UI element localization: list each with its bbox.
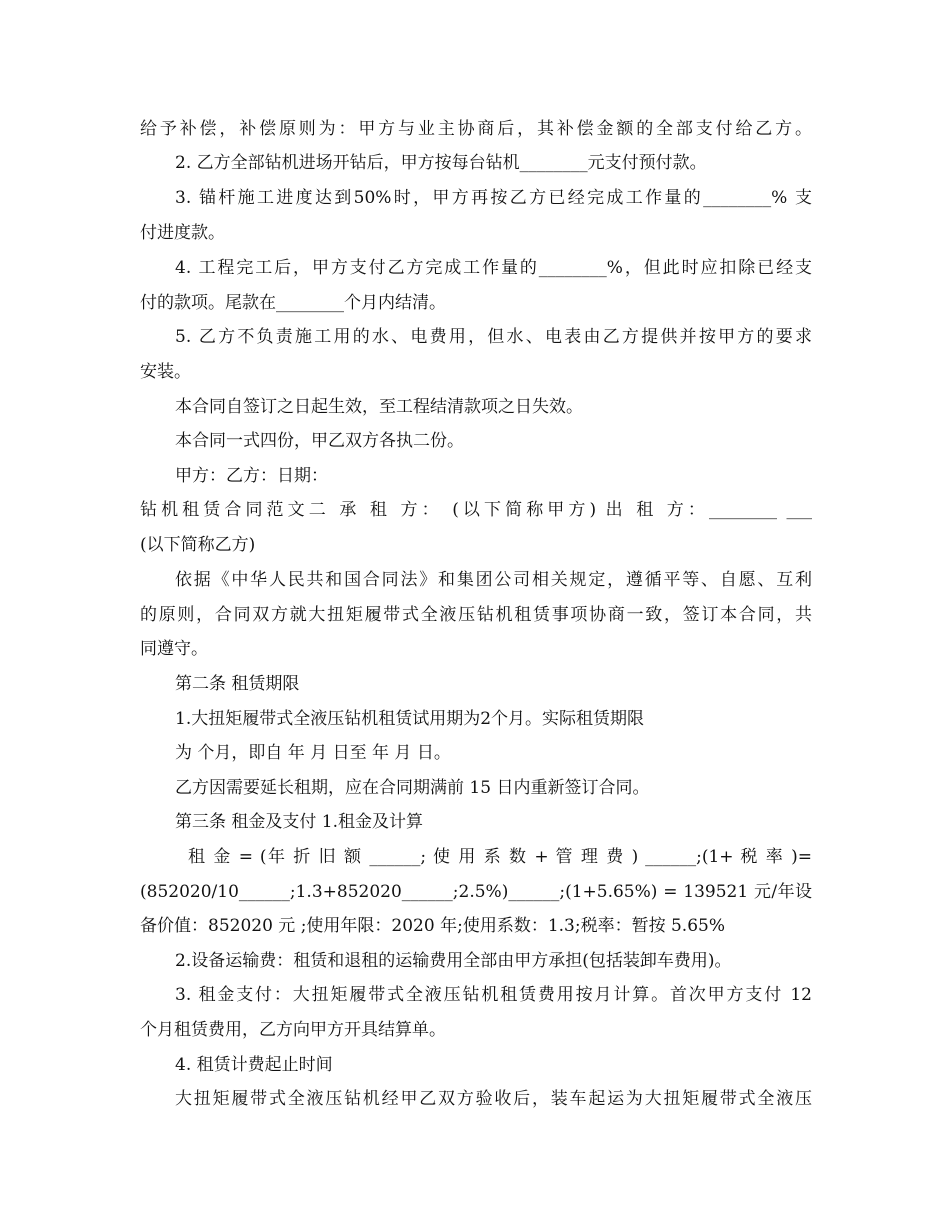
text-line: 3. 锚杆施工进度达到50%时，甲方再按乙方已经完成工作量的________% 支: [175, 188, 812, 208]
text-line: 个月租赁费用，乙方向甲方开具结算单。: [140, 1020, 446, 1040]
text-line: 付进度款。: [140, 223, 225, 243]
text-line: 依据《中华人民共和国合同法》和集团公司相关规定，遵循平等、自愿、互利: [175, 570, 812, 590]
text-line: 本合同一式四份，甲乙双方各执二份。: [175, 431, 464, 451]
text-line: 给予补偿，补偿原则为：甲方与业主协商后，其补偿金额的全部支付给乙方。: [140, 119, 812, 139]
section-title-line: 钻机租赁合同范文二 承 租 方： (以下简称甲方) 出 租 方：________ ___: [140, 500, 812, 520]
text-line: 乙方因需要延长租期，应在合同期满前 15 日内重新签订合同。: [175, 778, 650, 798]
text-line: 付的款项。尾款在________个月内结清。: [140, 293, 446, 313]
text-line: 2.设备运输费：租赁和退租的运输费用全部由甲方承担(包括装卸车费用)。: [175, 951, 732, 971]
formula-line: 租 金 = (年 折 旧 额 ______; 使 用 系 数 + 管 理 费 ) ______;(1+ 税 率 )=: [188, 847, 812, 867]
text-line: 甲方：乙方：日期：: [175, 466, 328, 486]
text-line: 5. 乙方不负责施工用的水、电费用，但水、电表由乙方提供并按甲方的要求: [175, 327, 812, 347]
formula-line: (852020/10______;1.3+852020______;2.5%)______;(1+5.65%) = 139521 元/年设: [140, 882, 812, 902]
text-line: 1.大扭矩履带式全液压钻机租赁试用期为2个月。实际租赁期限: [175, 709, 645, 729]
text-line: 大扭矩履带式全液压钻机经甲乙双方验收后，装车起运为大扭矩履带式全液压: [175, 1089, 812, 1109]
text-line: 2. 乙方全部钻机进场开钻后，甲方按每台钻机________元支付预付款。: [175, 153, 707, 173]
article-heading: 第二条 租赁期限: [175, 674, 300, 694]
text-line: 4. 租赁计费起止时间: [175, 1055, 333, 1075]
text-line: 4. 工程完工后，甲方支付乙方完成工作量的________%，但此时应扣除已经支: [175, 258, 812, 278]
text-line: 的原则，合同双方就大扭矩履带式全液压钻机租赁事项协商一致，签订本合同，共: [140, 605, 812, 625]
text-line: (以下简称乙方): [140, 535, 256, 555]
text-line: 同遵守。: [140, 639, 208, 659]
text-line: 本合同自签订之日起生效，至工程结清款项之日失效。: [175, 397, 583, 417]
article-heading: 第三条 租金及支付 1.租金及计算: [175, 812, 424, 832]
text-line: 安装。: [140, 362, 191, 382]
text-line: 为 个月，即自 年 月 日至 年 月 日。: [175, 743, 451, 763]
text-line: 3. 租金支付：大扭矩履带式全液压钻机租赁费用按月计算。首次甲方支付 12: [175, 985, 812, 1005]
text-line: 备价值：852020 元 ;使用年限：2020 年;使用系数：1.3;税率：暂按 5.65%: [140, 916, 725, 936]
